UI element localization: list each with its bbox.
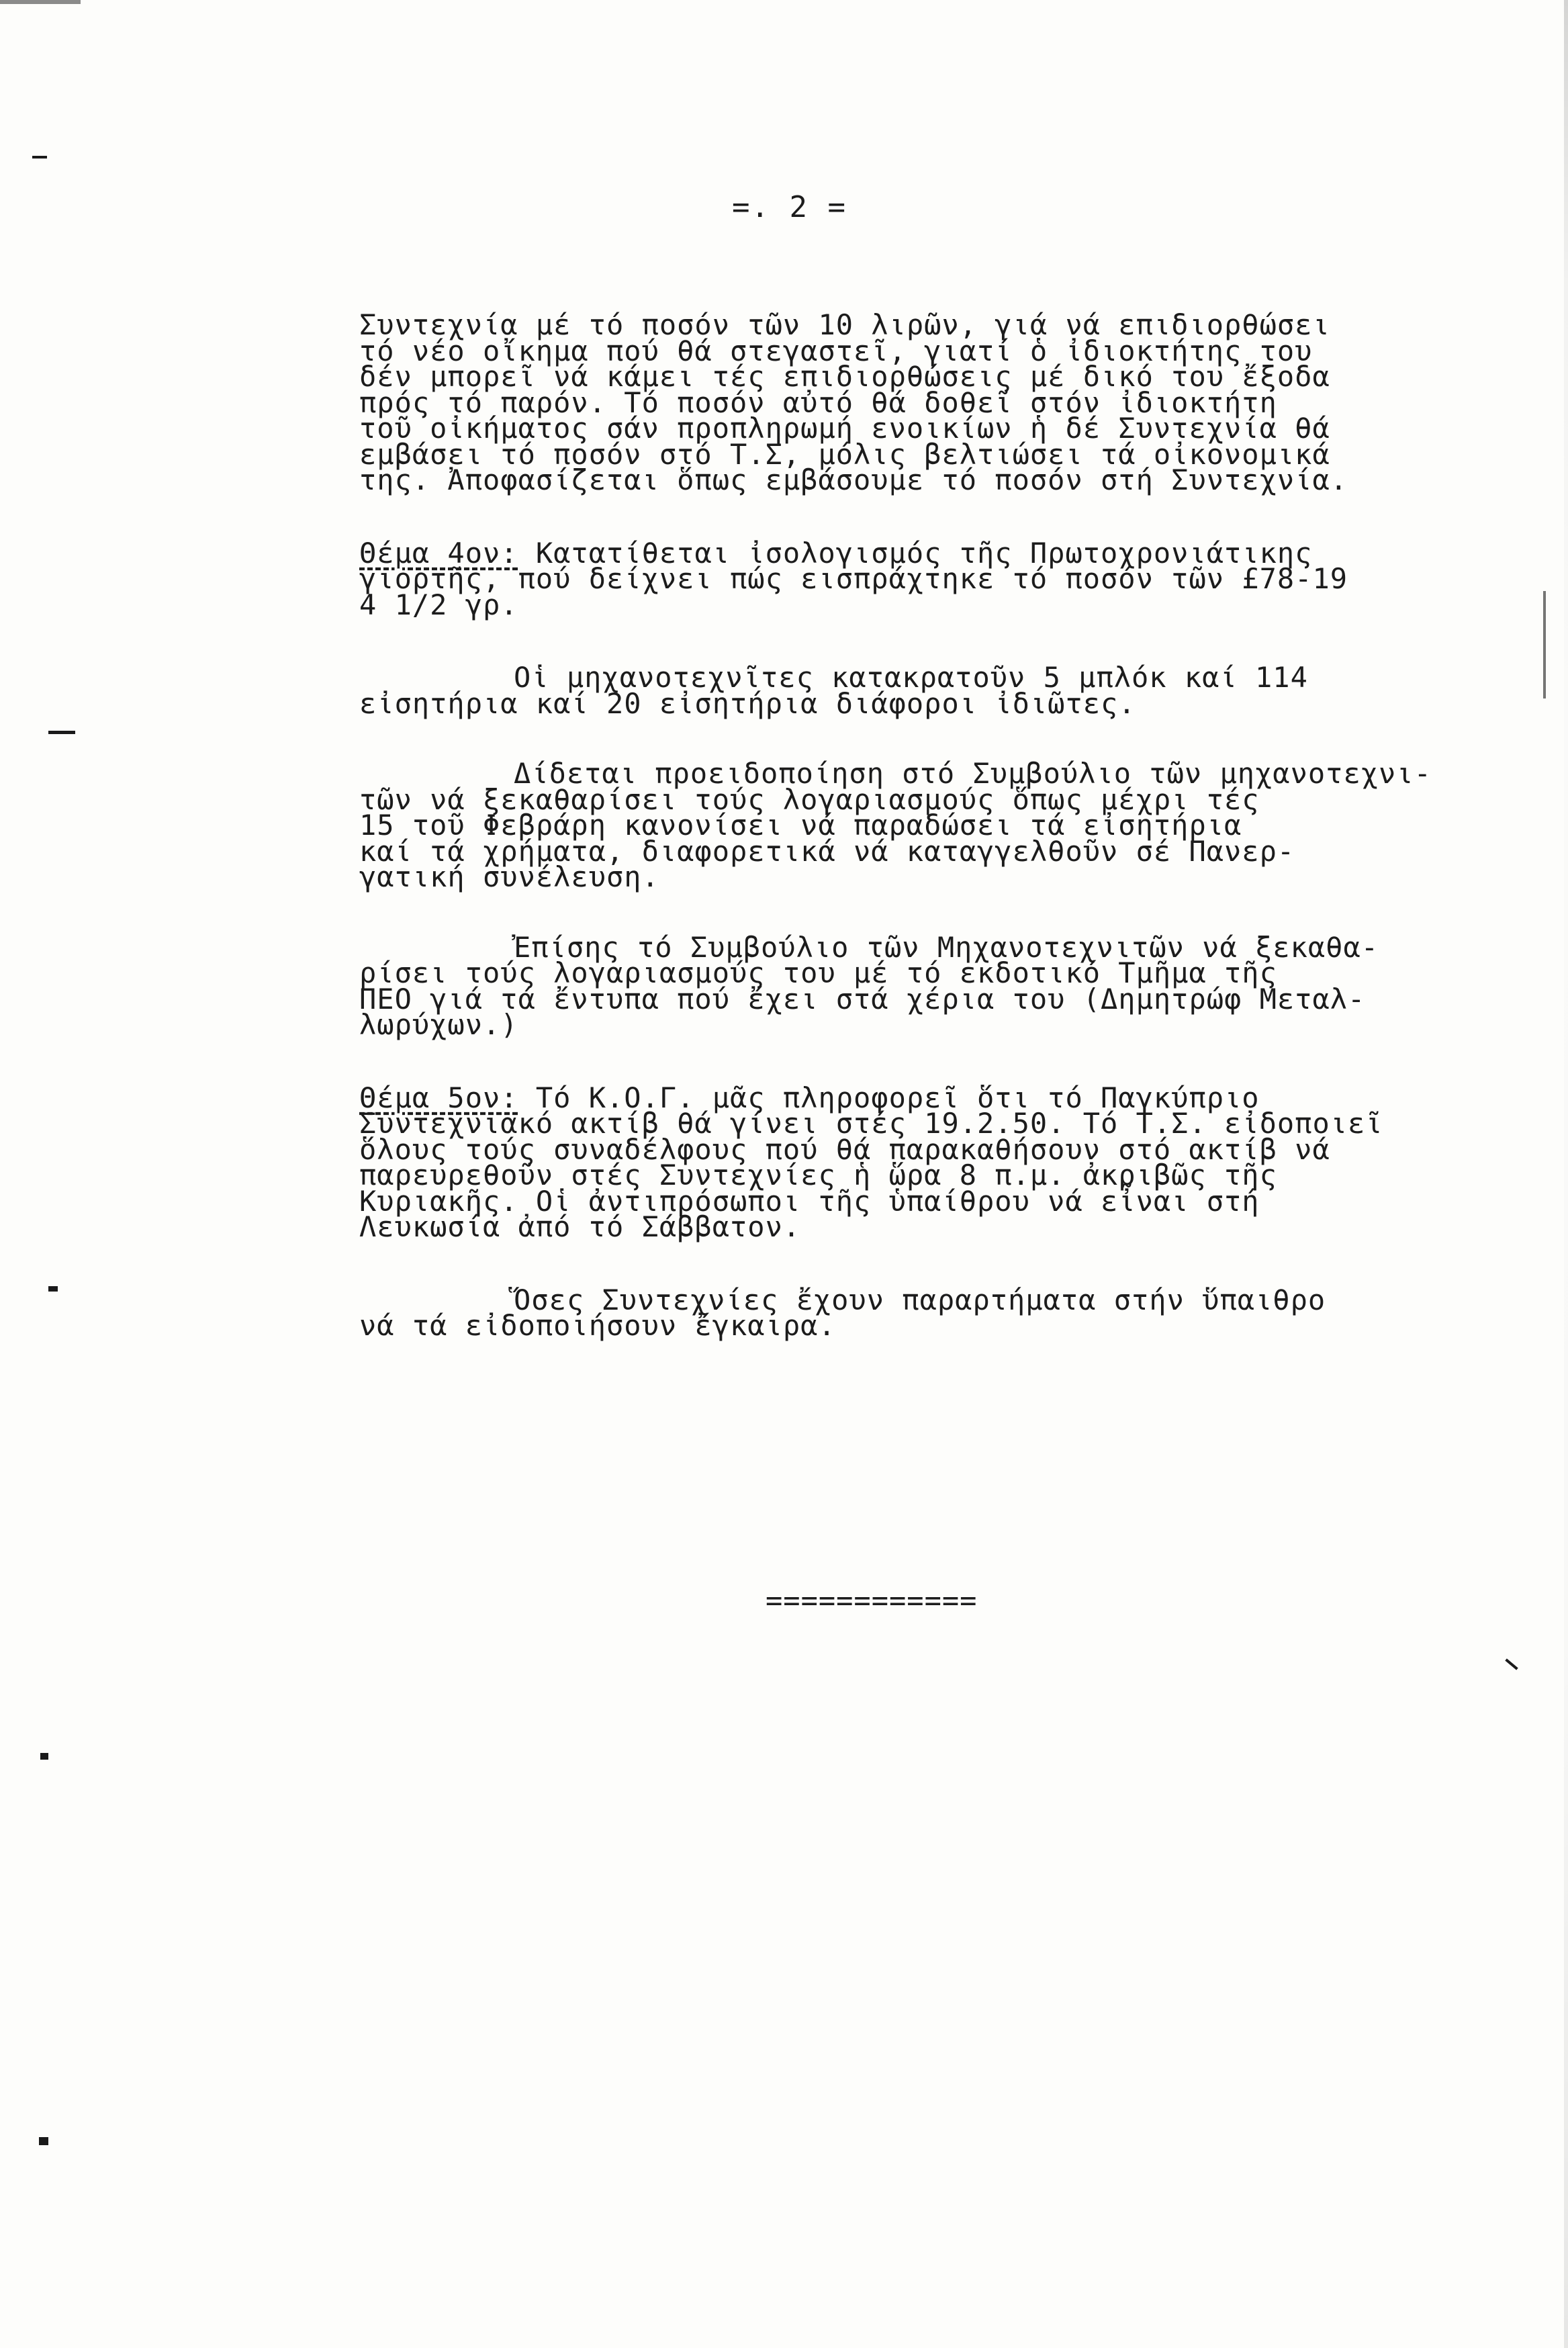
- text-line: ὅλους τούς συναδέλφους πού θά παρακαθήσουν στό ακτίβ νά: [359, 1132, 1330, 1166]
- topic-4-label: Θέμα 4ον:: [359, 536, 518, 570]
- text-line: τῶν νά ξεκαθαρίσει τούς λογαριασμούς ὅπως μέχρι τές: [359, 782, 1260, 816]
- text-line: τό νέο οἴκημα πού θά στεγαστεῖ, γιατί ὁ ἰδιοκτήτης του: [359, 334, 1313, 367]
- scan-mark-left-4: [40, 1753, 48, 1760]
- scan-mark-left-3: [48, 1286, 58, 1292]
- text-line: ρίσει τούς λογαριασμούς του μέ τό εκδοτικό Τμῆμα τῆς: [359, 956, 1277, 989]
- text-line: Κυριακῆς. Οἱ ἀντιπρόσωποι τῆς ὑπαίθρου νά εἶναι στή: [359, 1184, 1260, 1218]
- scan-mark-right-1: [1505, 1658, 1518, 1670]
- scan-mark-left-1: [32, 156, 47, 159]
- text-line: Λευκωσία ἀπό τό Σάββατον.: [359, 1210, 801, 1243]
- text-line: Συντεχνία μέ τό ποσόν τῶν 10 λιρῶν, γιά νά επιδιορθώσει: [359, 308, 1330, 341]
- end-divider: ============: [766, 1584, 978, 1617]
- text-line: Ὅσες Συντεχνίες ἔχουν παραρτήματα στήν ὕπαιθρο: [514, 1283, 1326, 1316]
- text-line: παρευρεθοῦν στές Συντεχνίες ἡ ὥρα 8 π.μ. ἀκριβῶς τῆς: [359, 1159, 1277, 1191]
- text-line: γιορτῆς, πού δείχνει πώς εισπράχτηκε τό ποσόν τῶν £78-19: [359, 562, 1348, 595]
- text-line: της. Ἀποφασίζεται ὅπως εμβάσουμε τό ποσόν στή Συντεχνία.: [359, 463, 1348, 496]
- scan-mark-top-left: [0, 0, 81, 4]
- text-line: λωρύχων.): [359, 1008, 518, 1041]
- text-line: δέν μπορεῖ νά κάμει τές επιδιορθώσεις μέ δικό του ἔξοδα: [359, 360, 1330, 393]
- text-line: 4 1/2 γρ.: [359, 588, 518, 621]
- scan-mark-left-5: [39, 2137, 48, 2145]
- text-line: 15 τοῦ Φεβράρη κανονίσει νά παραδώσει τά εἰσητήρια: [359, 809, 1242, 842]
- paragraph-4: [359, 757, 1541, 893]
- paragraph-5: [359, 930, 1541, 1041]
- topic-5-label: Θέμα 5ον:: [359, 1081, 518, 1114]
- text-line: νά τά εἰδοποιήσουν ἔγκαιρα.: [359, 1309, 836, 1342]
- paragraph-7: [359, 1283, 1541, 1342]
- text-line: τοῦ οἰκήματος σάν προπληρωμή ενοικίων ἡ δέ Συντεχνία θά: [359, 412, 1330, 445]
- scan-mark-right-2: [1543, 591, 1546, 698]
- text-line: Δίδεται προειδοποίηση στό Συμβούλιο τῶν μηχανοτεχνι-: [514, 757, 1432, 790]
- text-line: πρός τό παρόν. Τό ποσόν αὐτό θά δοθεῖ στόν ἰδιοκτήτη: [359, 386, 1277, 419]
- text-line: γατική συνέλευση.: [359, 860, 659, 893]
- topic-5-paragraph: [359, 1081, 1541, 1243]
- topic-4-paragraph: [359, 536, 1541, 621]
- text-line: εμβάσει τό ποσόν στό Τ.Σ, μόλις βελτιώσει τά οἰκονομικά: [359, 437, 1330, 471]
- text-line: Οἱ μηχανοτεχνῖτες κατακρατοῦν 5 μπλόκ καί 114: [514, 661, 1308, 694]
- paragraph-3: [359, 661, 1541, 720]
- document-body: [359, 308, 1541, 1342]
- topic-5-text: Τό Κ.Ο.Γ. μᾶς πληροφορεῖ ὅτι τό Παγκύπριο: [518, 1081, 1260, 1114]
- scan-edge-right: [1564, 0, 1568, 2348]
- page-number: =. 2 =: [732, 190, 847, 224]
- text-line: εἰσητήρια καί 20 εἰσητήρια διάφοροι ἰδιῶτες.: [359, 686, 1136, 720]
- topic-4-text: Κατατίθεται ἰσολογισμός τῆς Πρωτοχρονιάτικης: [518, 536, 1313, 570]
- text-line: καί τά χρήματα, διαφορετικά νά καταγγελθοῦν σέ Πανερ-: [359, 834, 1295, 868]
- scan-mark-left-2: [48, 731, 75, 734]
- paragraph-1: [359, 308, 1541, 496]
- text-line: Ἐπίσης τό Συμβούλιο τῶν Μηχανοτεχνιτῶν νά ξεκαθα-: [514, 930, 1379, 964]
- text-line: Συντεχνιακό ακτίβ θά γίνει στές 19.2.50. Τό Τ.Σ. εἰδοποιεῖ: [359, 1107, 1383, 1140]
- text-line: ΠΕΟ γιά τά ἔντυπα πού ἔχει στά χέρια του (Δημητρώφ Μεταλ-: [359, 982, 1366, 1015]
